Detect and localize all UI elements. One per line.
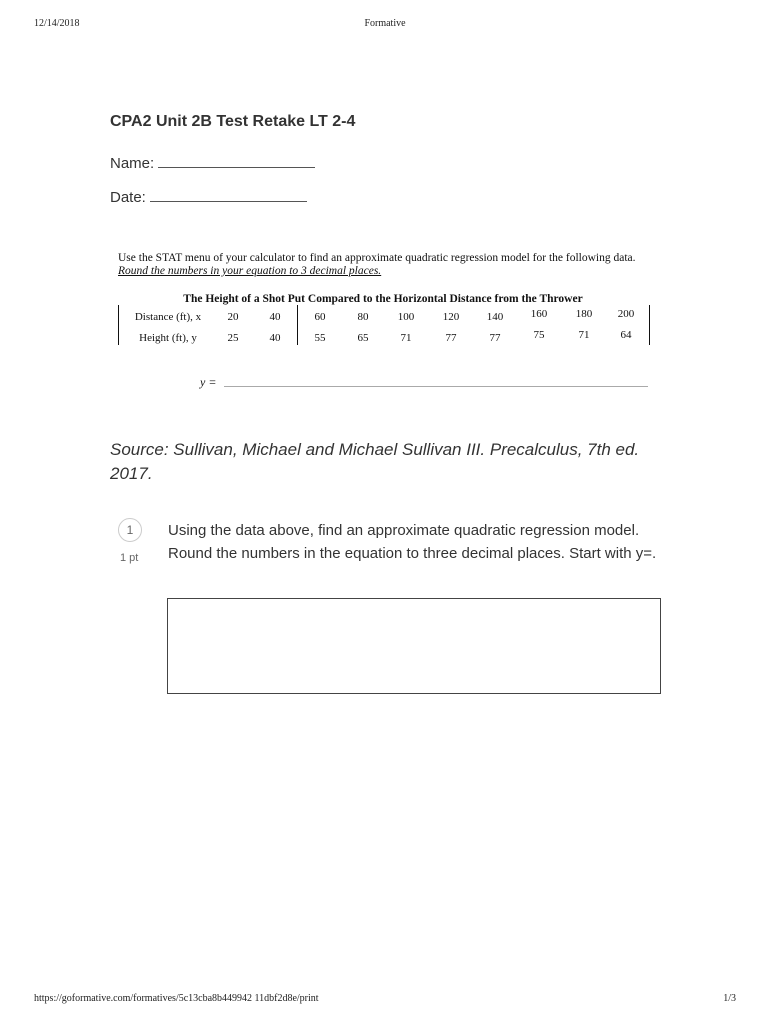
instruction-line: Use the STAT menu of your calculator to find an approximate quadratic regression model for the following data. [118, 252, 636, 264]
print-title: Formative [364, 18, 406, 29]
page-number: 1/3 [723, 993, 736, 1004]
print-footer [0, 993, 770, 1007]
table-cell: 77 [489, 332, 501, 344]
question-points: 1 pt [120, 552, 139, 564]
document-title: CPA2 Unit 2B Test Retake LT 2-4 [110, 113, 356, 130]
table-cell: 140 [486, 311, 504, 323]
table-cell: 200 [617, 308, 635, 320]
answer-rule [224, 386, 648, 387]
table-cell: 65 [357, 332, 369, 344]
question-text: Using the data above, find an approximate quadratic regression model. Round the numbers in the equation to three decimal places. Start with y=. [168, 522, 657, 562]
date-field [110, 187, 307, 206]
table-cell: 100 [397, 311, 415, 323]
name-blank [158, 153, 315, 168]
table-divider [297, 305, 298, 345]
source-citation: Source: Sullivan, Michael and Michael Sullivan III. Precalculus, 7th ed. 2017. [110, 440, 640, 483]
print-date: 12/14/2018 [34, 18, 80, 29]
table-cell: 75 [533, 329, 545, 341]
instruction-rounding: Round the numbers in your equation to 3 decimal places. [118, 265, 382, 277]
table-cell: 80 [357, 311, 369, 323]
table-cell: 120 [442, 311, 460, 323]
data-table [118, 303, 650, 347]
table-cell: 55 [314, 332, 326, 344]
height-row-label: Height (ft), y [139, 332, 197, 344]
table-cell: 180 [575, 308, 593, 320]
name-field [110, 153, 315, 172]
table-cell: 71 [578, 329, 590, 341]
table-cell: 77 [445, 332, 457, 344]
print-url: https://goformative.com/formatives/5c13cba8b449942 11dbf2d8e/print [34, 993, 319, 1004]
distance-row-label: Distance (ft), x [134, 311, 202, 323]
table-cell: 20 [227, 311, 239, 323]
table-cell: 64 [620, 329, 632, 341]
table-title: The Height of a Shot Put Compared to the Horizontal Distance from the Thrower [183, 293, 583, 305]
table-border-right [649, 305, 650, 345]
table-cell: 25 [227, 332, 239, 344]
answer-line [200, 375, 216, 390]
answer-text-box[interactable] [167, 598, 661, 694]
table-cell: 60 [314, 311, 326, 323]
date-label: Date: [110, 189, 146, 206]
table-cell: 160 [530, 308, 548, 320]
question-number-badge: 1 [118, 518, 142, 542]
table-cell: 40 [269, 332, 281, 344]
date-blank [150, 187, 307, 202]
name-label: Name: [110, 155, 155, 172]
answer-prompt: y = [200, 375, 217, 389]
table-cell: 71 [400, 332, 412, 344]
table-cell: 40 [269, 311, 281, 323]
print-header [0, 18, 770, 32]
